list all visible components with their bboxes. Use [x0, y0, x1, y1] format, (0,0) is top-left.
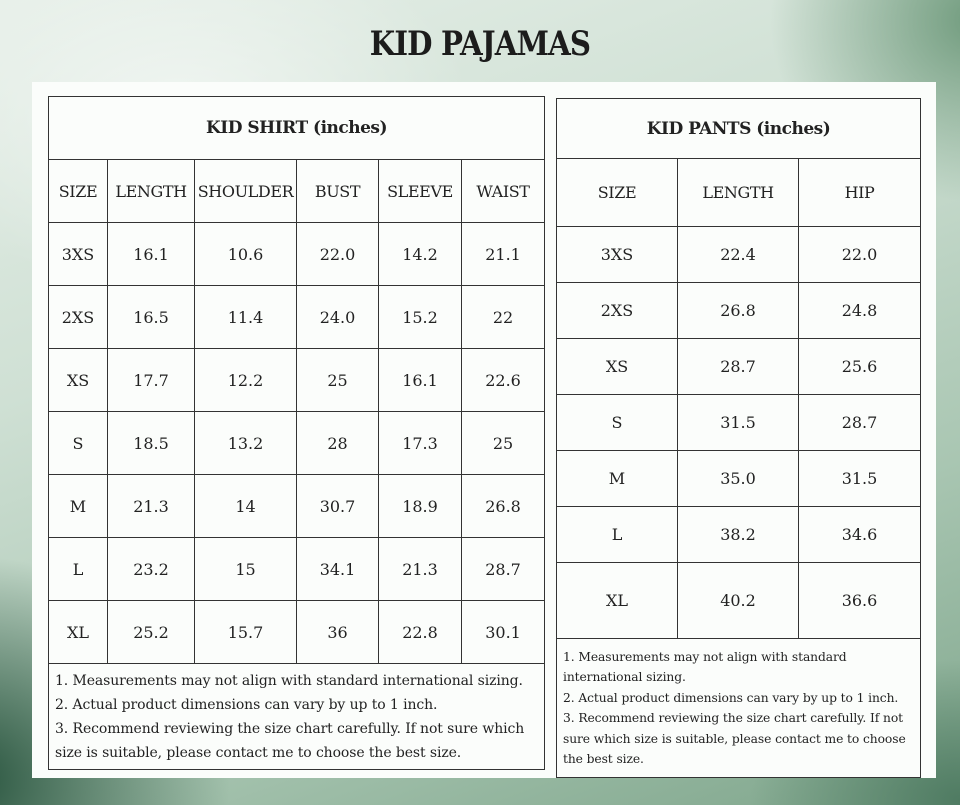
shirt-note-line: 3. Recommend reviewing the size chart carefully. If not sure which [55, 720, 525, 737]
size-cell: S [557, 395, 678, 451]
measurement-cell: 16.1 [379, 349, 462, 412]
measurement-cell: 28 [297, 412, 379, 475]
measurement-cell: 36.6 [799, 563, 921, 639]
measurement-cell: 25 [462, 412, 545, 475]
measurement-cell: 22.4 [678, 227, 799, 283]
measurement-cell: 28.7 [462, 538, 545, 601]
table-row [557, 507, 921, 563]
size-cell: M [557, 451, 678, 507]
measurement-cell: 38.2 [678, 507, 799, 563]
table-row [49, 475, 545, 538]
measurement-cell: 16.5 [108, 286, 195, 349]
measurement-cell: 22 [462, 286, 545, 349]
pants-notes [557, 639, 921, 778]
measurement-cell: 28.7 [799, 395, 921, 451]
table-row [557, 451, 921, 507]
size-cell: 2XS [49, 286, 108, 349]
measurement-cell: 31.5 [799, 451, 921, 507]
pants-note-line: 1. Measurements may not align with standard international sizing. [563, 649, 847, 684]
table-row [49, 349, 545, 412]
measurement-cell: 14 [195, 475, 297, 538]
shirt-notes [49, 664, 545, 770]
shirt-table-heading: KID SHIRT (inches) [49, 97, 545, 160]
pants-note-line: 2. Actual product dimensions can vary by up to 1 inch. [563, 690, 899, 705]
column-header-hip: HIP [799, 159, 921, 227]
column-header-sleeve: SLEEVE [379, 160, 462, 223]
measurement-cell: 22.0 [297, 223, 379, 286]
measurement-cell: 14.2 [379, 223, 462, 286]
measurement-cell: 28.7 [678, 339, 799, 395]
measurement-cell: 34.1 [297, 538, 379, 601]
measurement-cell: 13.2 [195, 412, 297, 475]
pants-header-row [557, 159, 921, 227]
size-cell: XL [49, 601, 108, 664]
table-row [557, 227, 921, 283]
size-cell: XS [557, 339, 678, 395]
measurement-cell: 10.6 [195, 223, 297, 286]
column-header-length: LENGTH [678, 159, 799, 227]
measurement-cell: 22.8 [379, 601, 462, 664]
table-row [49, 223, 545, 286]
size-cell: 3XS [557, 227, 678, 283]
measurement-cell: 26.8 [462, 475, 545, 538]
measurement-cell: 15.7 [195, 601, 297, 664]
measurement-cell: 24.8 [799, 283, 921, 339]
measurement-cell: 36 [297, 601, 379, 664]
measurement-cell: 40.2 [678, 563, 799, 639]
size-cell: S [49, 412, 108, 475]
table-row [557, 395, 921, 451]
kid-pants-table [556, 98, 921, 778]
measurement-cell: 12.2 [195, 349, 297, 412]
pants-note-line: 3. Recommend reviewing the size chart carefully. If not sure which size is suitable, please contact me to choose the best size. [563, 711, 906, 766]
kid-shirt-table [48, 96, 545, 770]
measurement-cell: 30.1 [462, 601, 545, 664]
size-cell: 3XS [49, 223, 108, 286]
column-header-bust: BUST [297, 160, 379, 223]
measurement-cell: 21.3 [379, 538, 462, 601]
measurement-cell: 25.2 [108, 601, 195, 664]
measurement-cell: 25 [297, 349, 379, 412]
size-cell: 2XS [557, 283, 678, 339]
size-cell: L [49, 538, 108, 601]
measurement-cell: 24.0 [297, 286, 379, 349]
measurement-cell: 22.0 [799, 227, 921, 283]
measurement-cell: 34.6 [799, 507, 921, 563]
size-cell: L [557, 507, 678, 563]
page-title: KID PAJAMAS [369, 24, 591, 64]
size-cell: XS [49, 349, 108, 412]
size-chart-panel [32, 82, 936, 778]
measurement-cell: 11.4 [195, 286, 297, 349]
pants-table-heading: KID PANTS (inches) [557, 99, 921, 159]
table-row [557, 283, 921, 339]
table-row [49, 601, 545, 664]
measurement-cell: 15.2 [379, 286, 462, 349]
measurement-cell: 18.5 [108, 412, 195, 475]
measurement-cell: 15 [195, 538, 297, 601]
column-header-shoulder: SHOULDER [195, 160, 297, 223]
table-row [557, 339, 921, 395]
table-row [49, 412, 545, 475]
measurement-cell: 17.3 [379, 412, 462, 475]
measurement-cell: 21.1 [462, 223, 545, 286]
measurement-cell: 18.9 [379, 475, 462, 538]
measurement-cell: 22.6 [462, 349, 545, 412]
measurement-cell: 16.1 [108, 223, 195, 286]
measurement-cell: 21.3 [108, 475, 195, 538]
measurement-cell: 25.6 [799, 339, 921, 395]
measurement-cell: 17.7 [108, 349, 195, 412]
table-row [49, 286, 545, 349]
measurement-cell: 31.5 [678, 395, 799, 451]
column-header-waist: WAIST [462, 160, 545, 223]
table-row [49, 538, 545, 601]
column-header-size: SIZE [49, 160, 108, 223]
column-header-length: LENGTH [108, 160, 195, 223]
measurement-cell: 23.2 [108, 538, 195, 601]
column-header-size: SIZE [557, 159, 678, 227]
shirt-header-row [49, 160, 545, 223]
shirt-note-line: 2. Actual product dimensions can vary by up to 1 inch. [55, 696, 438, 713]
size-cell: M [49, 475, 108, 538]
measurement-cell: 26.8 [678, 283, 799, 339]
measurement-cell: 30.7 [297, 475, 379, 538]
shirt-note-line: 1. Measurements may not align with standard international sizing. [55, 672, 523, 689]
shirt-note-line: size is suitable, please contact me to choose the best size. [55, 744, 462, 761]
size-cell: XL [557, 563, 678, 639]
measurement-cell: 35.0 [678, 451, 799, 507]
table-row [557, 563, 921, 639]
